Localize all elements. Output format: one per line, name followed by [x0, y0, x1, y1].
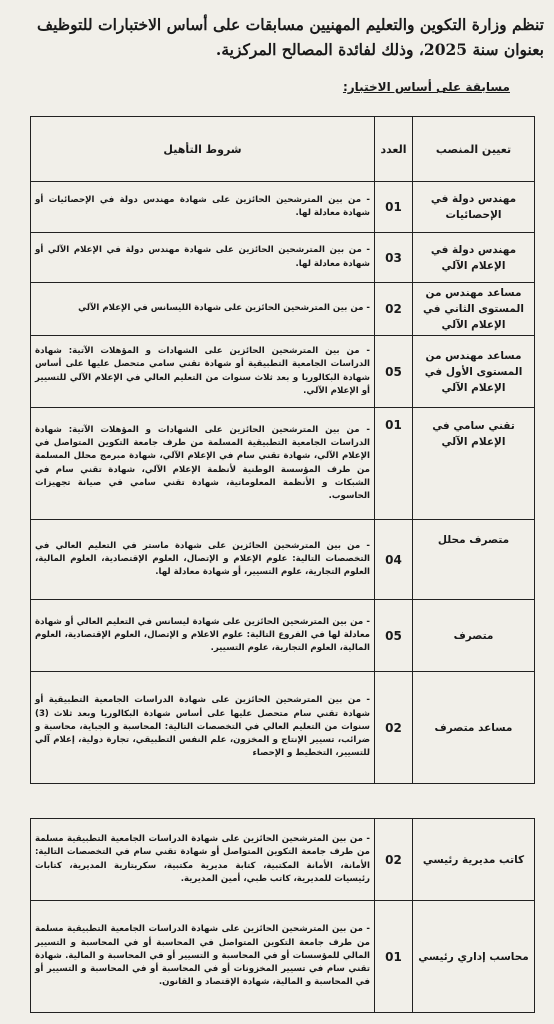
post-conditions: - من بين المترشحين الحائزين على شهادة الدراسات الجامعية التطبيقية مسلمة من طرف جامعة التكوين المتواصل في المحاسبة أو في المحاسبة و التسيير المالي للمؤسسات أو في المحاسبة و التسيير أو في المحاسبة و المالية. شهادة تقني سام في تسيير المخزونات أو في المحاسبة أو في المحاسبة و التسيير أو في المحاسبة و المالية، شهادة الإقتصاد و القانون. — [31, 901, 375, 1013]
post-conditions: - من بين المترشحين الحائزين على الشهادات و المؤهلات الآتية: شهادة الدراسات الجامعية التطبيقية المسلمة من طرف جامعة التكوين المتواصل في الإعلام الآلي، شهادة تقني سام في الإعلام الآلي، شهادة مبرمج محلل المسلمة من طرف المؤسسة الوطنية لأنظمة الإعلام الآلي، شهادة تقني سام في الشبكات و الأنظمة المعلوماتية، شهادة تقني سامي في صيانة تجهيزات الحاسوب. — [31, 408, 375, 520]
header-post: تعيين المنصب — [413, 117, 535, 182]
table-row — [31, 233, 535, 283]
post-conditions: - من بين المترشحين الحائزين على الشهادات و المؤهلات الآتية: شهادة الدراسات الجامعية التطبيقية أو شهادة تقني سامي متحصل عليها على أساس شهادة البكالوريا و بعد ثلاث سنوات من التعليم العالي في الإعلام الآلي للتسيير أو الإعلام الآلي. — [31, 336, 375, 408]
post-name: مهندس دولة في الإعلام الآلي — [413, 233, 535, 283]
recruitment-table-continued — [30, 818, 535, 1013]
post-count: 01 — [375, 901, 413, 1013]
post-conditions: - من بين المترشحين الحائزين على شهادة الدراسات الجامعية التطبيقية مسلمة من طرف جامعة التكوين المتواصل أو شهادة تقني سام في التخصصات التالية: الأمانة، الأمانة المكتبية، كتابة مديرية مكتبية، سكريتارية المديرية، كتابات رئيسيات للمديرية، كاتب طبي، أمين المديرية. — [31, 819, 375, 901]
post-conditions: - من بين المترشحين الحائزين على شهادة مهندس دولة في الإحصائيات أو شهادة معادلة لها. — [31, 182, 375, 233]
post-name: مساعد مهندس من المستوى الأول في الإعلام الآلي — [413, 336, 535, 408]
table-row — [31, 408, 535, 520]
post-name: محاسب إداري رئيسي — [413, 901, 535, 1013]
section-title: مسابقة على أساس الاختبار: — [342, 80, 510, 94]
post-conditions: - من بين المترشحين الحائزين على شهادة ليسانس في التعليم العالي أو شهادة معادلة لها في الفروع التالية: علوم الاعلام و الإتصال، العلوم الإقتصادية، العلوم المالية، العلوم التجارية، علوم التسيير. — [31, 600, 375, 672]
post-name: تقني سامي في الإعلام الآلي — [413, 408, 535, 520]
post-conditions: - من بين المترشحين الحائزين على شهادة الدراسات الجامعية التطبيقية أو شهادة تقني سام متحصل عليها على أساس شهادة البكالوريا وبعد ثلاث (3) سنوات من التعليم العالي في التخصصات التالية: المحاسبة و الجباية، محاسبة و ضرائب، تسيير الإنتاج و المخزون، علم النفس التطبيقي، تجارة دولية، إعلام آلي للتسيير، التخطيط و الإحصاء — [31, 672, 375, 784]
post-count: 02 — [375, 819, 413, 901]
recruitment-table — [30, 116, 535, 784]
table-header-row — [31, 117, 535, 182]
header-conditions: شروط التأهيل — [31, 117, 375, 182]
table-row — [31, 901, 535, 1013]
post-conditions: - من بين المترشحين الحائزين على شهادة ماستر في التعليم العالي في التخصصات التالية: علوم الإعلام و الإتصال، العلوم الإقتصادية، العلوم المالية، العلوم التجارية، علوم التسيير، أو شهادة معادلة لها. — [31, 520, 375, 600]
post-conditions: - من بين المترشحين الحائزين على شهادة مهندس دولة في الإعلام الآلي أو شهادة معادلة لها. — [31, 233, 375, 283]
table-row — [31, 819, 535, 901]
post-count: 04 — [375, 520, 413, 600]
post-name: كاتب مديرية رئيسي — [413, 819, 535, 901]
post-count: 02 — [375, 283, 413, 336]
table-row — [31, 283, 535, 336]
table-row — [31, 672, 535, 784]
post-count: 01 — [375, 408, 413, 520]
header-count: العدد — [375, 117, 413, 182]
table-row — [31, 520, 535, 600]
post-name: مساعد متصرف — [413, 672, 535, 784]
post-count: 02 — [375, 672, 413, 784]
table-row — [31, 600, 535, 672]
post-name: متصرف — [413, 600, 535, 672]
post-count: 05 — [375, 600, 413, 672]
table-row — [31, 182, 535, 233]
post-name: مهندس دولة في الإحصائيات — [413, 182, 535, 233]
table-row — [31, 336, 535, 408]
post-count: 01 — [375, 182, 413, 233]
intro-paragraph: تنظم وزارة التكوين والتعليم المهنيين مسابقات على أساس الاختبارات للتوظيف بعنوان سنة 2025، وذلك لفائدة المصالح المركزية. — [37, 15, 544, 59]
post-name: مساعد مهندس من المستوى الثاني في الإعلام الآلي — [413, 283, 535, 336]
post-count: 03 — [375, 233, 413, 283]
post-count: 05 — [375, 336, 413, 408]
post-conditions: - من بين المترشحين الحائزين على شهادة الليسانس في الإعلام الآلي — [31, 283, 375, 336]
post-name: متصرف محلل — [413, 520, 535, 600]
